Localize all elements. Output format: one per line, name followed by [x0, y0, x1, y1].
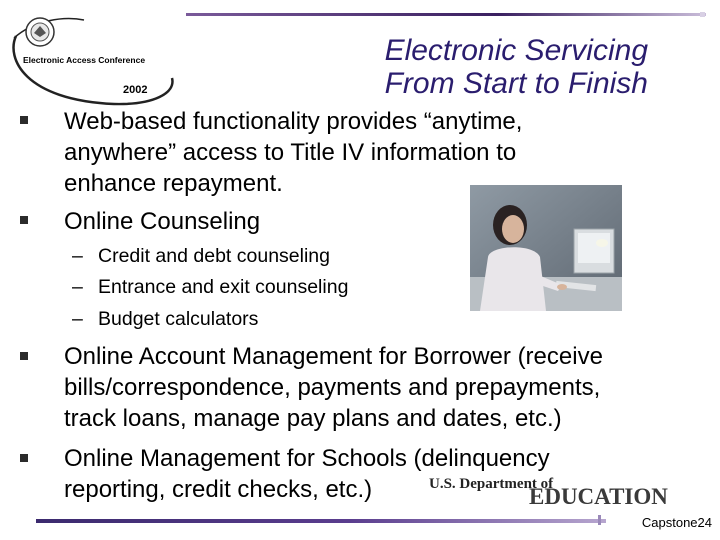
bullet-text: Online Management for Schools (delinquency [64, 445, 550, 472]
page-number: 24 [697, 515, 712, 530]
bullet-text: Web-based functionality provides “anytime, [64, 108, 523, 135]
sub-bullet-text: Credit and debt counseling [98, 245, 330, 267]
bullet-text: Online Counseling [64, 208, 261, 235]
bullet-marker [20, 454, 28, 462]
bullet-marker [20, 116, 28, 124]
bullet-marker [20, 352, 28, 360]
bullet-text: Online Account Management for Borrower (receive [64, 343, 603, 370]
sub-bullet-text: Budget calculators [98, 308, 259, 330]
bullet-text: reporting, credit checks, etc.) [64, 476, 373, 503]
sub-bullet-dash: – [72, 308, 83, 330]
conference-logo [4, 8, 184, 108]
logo-year: 2002 [123, 84, 148, 96]
bullet-text: bills/correspondence, payments and prepayments, [64, 374, 601, 401]
sub-bullet [72, 307, 258, 331]
sub-bullet [72, 275, 348, 299]
slide-title [385, 34, 648, 100]
top-rule-end [700, 12, 705, 17]
bottom-rule-end [598, 515, 601, 525]
footer-label: Capstone [641, 515, 698, 530]
top-rule [186, 13, 706, 16]
logo-conference-text: Electronic Access Conference [23, 55, 146, 65]
bullet-text: anywhere” access to Title IV information to [64, 139, 517, 166]
ed-logo-line2: EDUCATION [529, 484, 668, 509]
sub-bullet-text: Entrance and exit counseling [98, 276, 349, 298]
ed-logo-line1: U.S. Department of [429, 476, 554, 492]
bullet-marker [20, 216, 28, 224]
bullet-text: enhance repayment. [64, 170, 283, 197]
sub-bullet-dash: – [72, 276, 83, 298]
woman-at-computer-photo [470, 185, 622, 311]
us-department-of-education-logo [425, 470, 700, 510]
bullet-text: track loans, manage pay plans and dates, etc.) [64, 405, 562, 432]
title-line-1: Electronic Servicing [384, 34, 648, 67]
footer [642, 515, 712, 530]
title-line-2: From Start to Finish [384, 67, 648, 100]
bottom-rule [36, 519, 606, 523]
sub-bullet-dash: – [72, 245, 83, 267]
sub-bullet [72, 244, 330, 268]
